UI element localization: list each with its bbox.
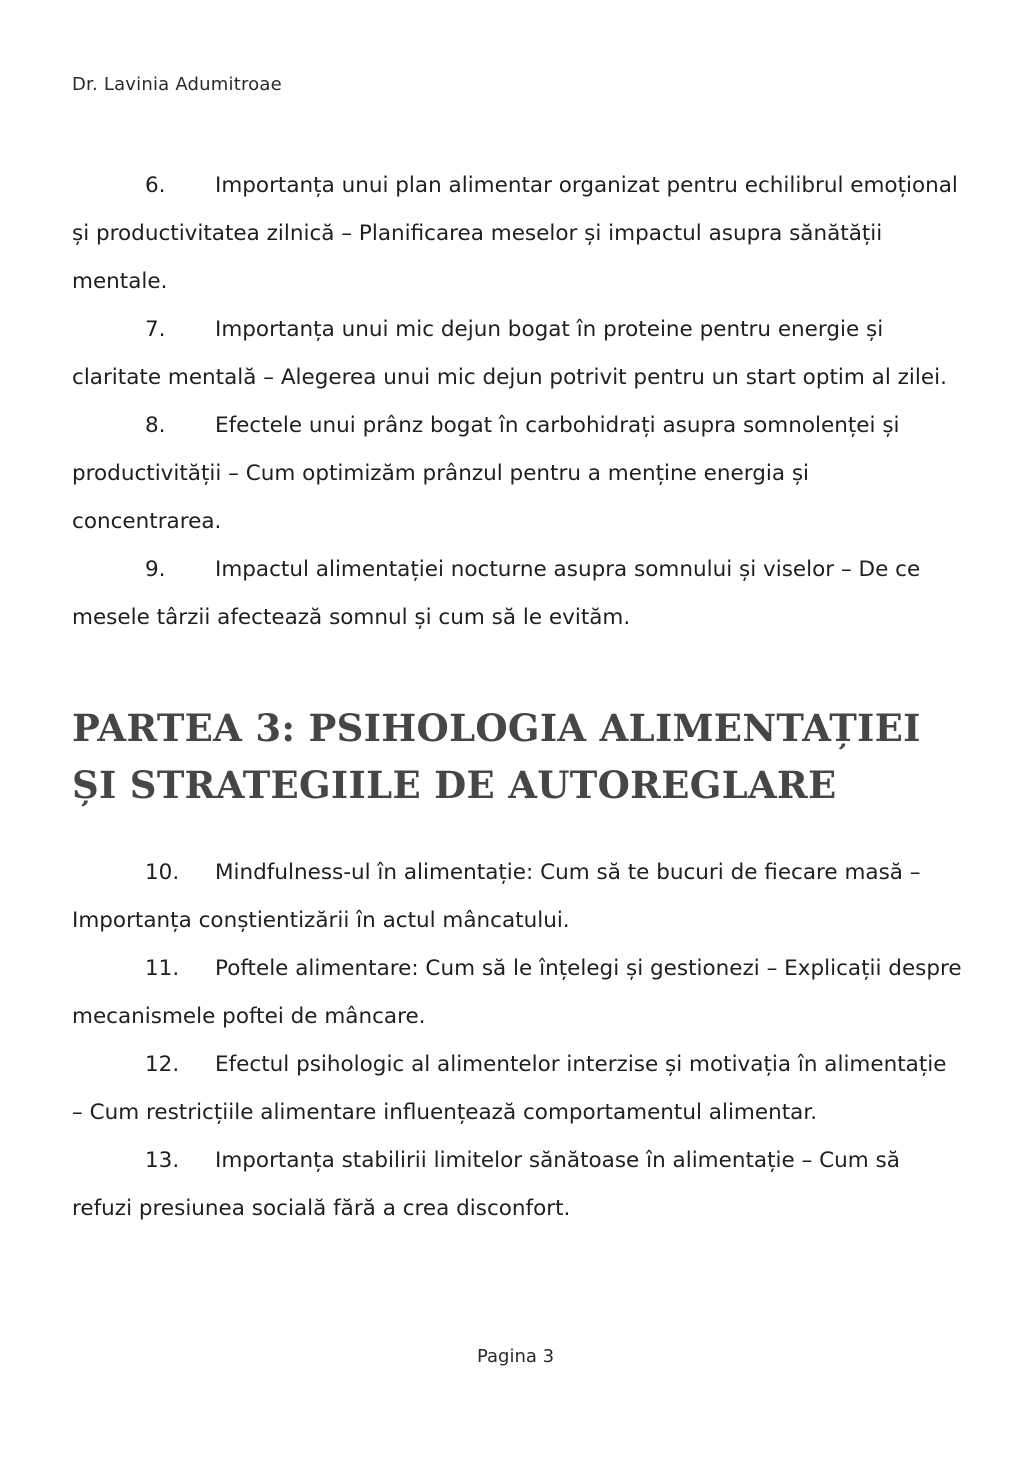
list-item: [72, 402, 962, 546]
list-item-number: 7.: [145, 317, 166, 342]
list-item-text: Importanța stabilirii limitelor sănătoase în alimentație – Cum să refuzi presiunea socială fără a crea disconfort.: [72, 1148, 900, 1221]
list-item: [72, 1137, 962, 1233]
list-item: [72, 306, 962, 402]
toc-list-part-3: [72, 849, 962, 1233]
list-item-number: 11.: [145, 956, 180, 981]
list-item-text: Importanța unui plan alimentar organizat pentru echilibrul emoțional și productivitatea zilnică – Planificarea meselor și impactul asupra sănătății mentale.: [72, 173, 958, 294]
list-item-number: 13.: [145, 1148, 180, 1173]
list-item: [72, 849, 962, 945]
list-item-text: Efectul psihologic al alimentelor interzise și motivația în alimentație – Cum restricțiile alimentare influențează comportamentul alimentar.: [72, 1052, 947, 1125]
header-author: Dr. Lavinia Adumitroae: [72, 74, 282, 95]
list-item-number: 12.: [145, 1052, 180, 1077]
list-item-number: 9.: [145, 557, 166, 582]
list-item: [72, 162, 962, 306]
list-item-number: 8.: [145, 413, 166, 438]
list-item-number: 6.: [145, 173, 166, 198]
toc-list-part-2: [72, 162, 962, 642]
list-item-text: Poftele alimentare: Cum să le înțelegi și gestionezi – Explicații despre mecanismele poftei de mâncare.: [72, 956, 962, 1029]
list-item-number: 10.: [145, 860, 180, 885]
part-3-heading: PARTEA 3: PSIHOLOGIA ALIMENTAȚIEI ȘI STRATEGIILE DE AUTOREGLARE: [72, 706, 921, 807]
list-item: [72, 945, 962, 1041]
list-item-text: Mindfulness-ul în alimentație: Cum să te bucuri de fiecare masă – Importanța conștientizării în actul mâncatului.: [72, 860, 921, 933]
page-number: Pagina 3: [476, 1346, 555, 1367]
list-item: [72, 1041, 962, 1137]
list-item: [72, 546, 962, 642]
list-item-text: Impactul alimentației nocturne asupra somnului și viselor – De ce mesele târzii afectează somnul și cum să le evităm.: [72, 557, 921, 630]
list-item-text: Efectele unui prânz bogat în carbohidrați asupra somnolenței și productivității – Cum optimizăm prânzul pentru a menține energia și concentrarea.: [72, 413, 900, 534]
list-item-text: Importanța unui mic dejun bogat în proteine pentru energie și claritate mentală – Alegerea unui mic dejun potrivit pentru un start optim al zilei.: [72, 317, 947, 390]
